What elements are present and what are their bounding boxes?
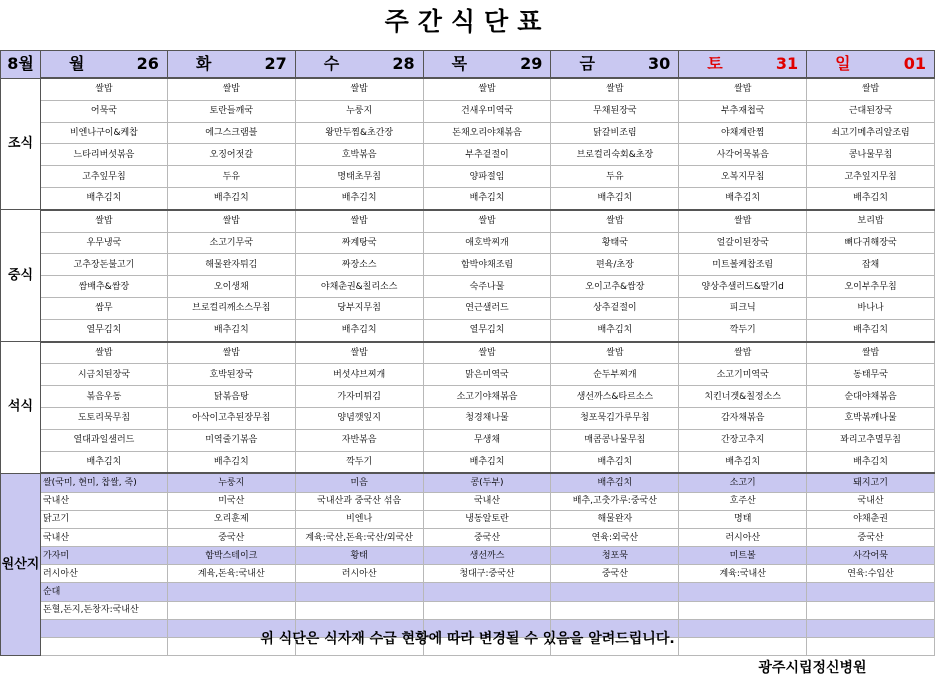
menu-item: 배추김치 xyxy=(167,187,295,209)
menu-item: 토란들깨국 xyxy=(167,100,295,122)
origin-cell: 미음 xyxy=(295,473,423,492)
menu-item: 피크닉 xyxy=(679,297,807,319)
menu-item: 쌀밥 xyxy=(423,210,551,232)
menu-item: 무채된장국 xyxy=(551,100,679,122)
menu-item: 에그스크램블 xyxy=(167,122,295,144)
day-header-content xyxy=(168,54,295,74)
origin-cell: 국내산 xyxy=(423,492,551,510)
origin-cell: 계육:국산,돈육:국산/외국산 xyxy=(295,528,423,546)
menu-item: 깍두기 xyxy=(679,319,807,341)
origin-cell: 중국산 xyxy=(167,528,295,546)
menu-item: 짜계탕국 xyxy=(295,232,423,254)
origin-cell: 국내산 xyxy=(807,492,935,510)
menu-item: 브로컬리숙회&초장 xyxy=(551,144,679,166)
origin-cell: 계육:국내산 xyxy=(679,565,807,583)
menu-row xyxy=(1,364,935,386)
origin-cell: 가자미 xyxy=(40,547,167,565)
menu-item: 근대된장국 xyxy=(807,100,935,122)
menu-item: 쌀밥 xyxy=(807,342,935,364)
day-header-content xyxy=(807,54,934,74)
day-header-content xyxy=(679,54,806,74)
menu-item: 미트볼케찹조림 xyxy=(679,254,807,276)
month-label: 8월 xyxy=(1,51,41,79)
origin-cell xyxy=(295,601,423,619)
menu-item: 배추김치 xyxy=(295,187,423,209)
menu-item: 아삭이고추된장무침 xyxy=(167,407,295,429)
menu-item: 짜장소스 xyxy=(295,254,423,276)
menu-item: 브로컬리깨소스무침 xyxy=(167,297,295,319)
menu-item: 쌀밥 xyxy=(679,210,807,232)
menu-item: 쌈무 xyxy=(40,297,167,319)
menu-row xyxy=(1,451,935,473)
origin-cell xyxy=(423,583,551,601)
menu-item: 뼈다귀해장국 xyxy=(807,232,935,254)
menu-item: 쌀밥 xyxy=(295,210,423,232)
origin-cell: 중국산 xyxy=(423,528,551,546)
day-header-content xyxy=(296,54,423,74)
menu-item: 고추잎지무침 xyxy=(807,166,935,188)
menu-item: 꽈리고추멸무침 xyxy=(807,429,935,451)
menu-item: 양념깻잎지 xyxy=(295,407,423,429)
day-header-4 xyxy=(423,51,551,79)
menu-row xyxy=(1,210,935,232)
page-title: 주간식단표 xyxy=(384,7,551,36)
menu-item: 배추김치 xyxy=(679,451,807,473)
origin-cell: 돼지고기 xyxy=(807,473,935,492)
menu-item: 쌀밥 xyxy=(423,342,551,364)
origin-cell xyxy=(679,601,807,619)
menu-item: 두유 xyxy=(551,166,679,188)
menu-row xyxy=(1,187,935,209)
menu-item: 고추장돈불고기 xyxy=(40,254,167,276)
menu-item: 부추재첩국 xyxy=(679,100,807,122)
origin-cell: 돈혈,돈지,돈창자:국내산 xyxy=(40,601,167,619)
day-name: 금 xyxy=(579,54,595,73)
day-header-content xyxy=(41,54,167,74)
day-date: 28 xyxy=(392,54,415,73)
menu-item: 부추겉절이 xyxy=(423,144,551,166)
menu-item: 배추김치 xyxy=(551,187,679,209)
notice-text: 위 식단은 식자재 수급 현황에 따라 변경될 수 있음을 알려드립니다. xyxy=(260,631,675,647)
menu-item: 감자채볶음 xyxy=(679,407,807,429)
menu-item: 느타리버섯볶음 xyxy=(40,144,167,166)
menu-row xyxy=(1,407,935,429)
menu-item: 배추김치 xyxy=(551,319,679,341)
menu-item: 누룽지 xyxy=(295,100,423,122)
menu-item: 쇠고기메추리알조림 xyxy=(807,122,935,144)
origin-cell: 누룽지 xyxy=(167,473,295,492)
menu-item: 깍두기 xyxy=(295,451,423,473)
origin-cell: 콩(두부) xyxy=(423,473,551,492)
day-name: 토 xyxy=(707,54,723,73)
menu-item: 치킨너겟&칠정소스 xyxy=(679,386,807,408)
origin-cell: 계육,돈육:국내산 xyxy=(167,565,295,583)
origin-cell: 함박스테이크 xyxy=(167,547,295,565)
origin-cell xyxy=(551,601,679,619)
day-date: 26 xyxy=(136,54,159,73)
origin-cell: 소고기 xyxy=(679,473,807,492)
menu-item: 쌀밥 xyxy=(679,78,807,100)
menu-item: 오복지무침 xyxy=(679,166,807,188)
menu-item: 쌀밥 xyxy=(807,78,935,100)
origin-cell xyxy=(807,583,935,601)
origin-cell: 호주산 xyxy=(679,492,807,510)
menu-item: 사각어묵볶음 xyxy=(679,144,807,166)
menu-item: 얼갈이된장국 xyxy=(679,232,807,254)
menu-item: 순두부찌개 xyxy=(551,364,679,386)
menu-item: 시금치된장국 xyxy=(40,364,167,386)
origin-cell: 사각어묵 xyxy=(807,547,935,565)
menu-item: 황태국 xyxy=(551,232,679,254)
menu-item: 소고기미역국 xyxy=(679,364,807,386)
menu-item: 소고기야채볶음 xyxy=(423,386,551,408)
menu-item: 버섯샤브찌개 xyxy=(295,364,423,386)
menu-item: 두유 xyxy=(167,166,295,188)
menu-item: 배추김치 xyxy=(551,451,679,473)
menu-item: 매콤콩나물무침 xyxy=(551,429,679,451)
origin-cell xyxy=(295,583,423,601)
menu-item: 호박된장국 xyxy=(167,364,295,386)
menu-item: 쌀밥 xyxy=(167,78,295,100)
menu-item: 콩나물무침 xyxy=(807,144,935,166)
menu-item: 쌀밥 xyxy=(679,342,807,364)
day-date: 30 xyxy=(648,54,671,73)
origin-cell: 러시아산 xyxy=(295,565,423,583)
origin-cell: 황태 xyxy=(295,547,423,565)
menu-row xyxy=(1,276,935,298)
menu-row xyxy=(1,297,935,319)
menu-item: 호박볶깨나물 xyxy=(807,407,935,429)
origin-row xyxy=(1,547,935,565)
day-header-1 xyxy=(40,51,167,79)
day-header-3 xyxy=(295,51,423,79)
origin-cell: 순대 xyxy=(40,583,167,601)
origin-row xyxy=(1,473,935,492)
menu-row xyxy=(1,100,935,122)
menu-item: 도토리묵무침 xyxy=(40,407,167,429)
menu-item: 청경채나물 xyxy=(423,407,551,429)
origin-cell xyxy=(423,601,551,619)
menu-item: 가자미튀김 xyxy=(295,386,423,408)
menu-item: 쌀밥 xyxy=(423,78,551,100)
menu-item: 순대야채볶음 xyxy=(807,386,935,408)
origin-cell: 국내산과 중국산 섞음 xyxy=(295,492,423,510)
origin-row xyxy=(1,528,935,546)
menu-item: 배추김치 xyxy=(40,187,167,209)
menu-item: 오이생채 xyxy=(167,276,295,298)
origin-cell xyxy=(167,583,295,601)
menu-item: 청포묵김가루무침 xyxy=(551,407,679,429)
menu-item: 당부지무침 xyxy=(295,297,423,319)
day-date: 27 xyxy=(264,54,287,73)
origin-cell: 냉동알토란 xyxy=(423,510,551,528)
day-name: 화 xyxy=(195,54,212,73)
origin-cell: 청대구:중국산 xyxy=(423,565,551,583)
menu-item: 배추김치 xyxy=(167,319,295,341)
menu-item: 편육/초장 xyxy=(551,254,679,276)
menu-item: 돈채오리야채볶음 xyxy=(423,122,551,144)
day-header-2 xyxy=(167,51,295,79)
menu-row xyxy=(1,144,935,166)
menu-item: 배추김치 xyxy=(423,187,551,209)
menu-item: 쌀밥 xyxy=(295,78,423,100)
meal-label: 석식 xyxy=(1,342,41,474)
origin-cell: 러시아산 xyxy=(40,565,167,583)
menu-item: 열무김치 xyxy=(423,319,551,341)
origin-row xyxy=(1,565,935,583)
origin-row xyxy=(1,492,935,510)
menu-item: 양파절임 xyxy=(423,166,551,188)
menu-item: 야채계란찜 xyxy=(679,122,807,144)
origin-cell: 닭고기 xyxy=(40,510,167,528)
menu-item: 쌀밥 xyxy=(40,342,167,364)
day-name: 월 xyxy=(68,54,85,73)
menu-item: 배추김치 xyxy=(40,451,167,473)
day-date: 29 xyxy=(520,54,543,73)
menu-item: 동태무국 xyxy=(807,364,935,386)
menu-item: 왕만두찜&초간장 xyxy=(295,122,423,144)
origin-row xyxy=(1,583,935,601)
menu-item: 우무냉국 xyxy=(40,232,167,254)
day-date: 31 xyxy=(775,54,799,73)
origin-cell: 쌀(국미, 현미, 찹쌀, 죽) xyxy=(40,473,167,492)
origin-cell: 청포묵 xyxy=(551,547,679,565)
day-name: 일 xyxy=(835,54,851,73)
origin-cell: 중국산 xyxy=(551,565,679,583)
menu-item: 자반볶음 xyxy=(295,429,423,451)
menu-item: 잡채 xyxy=(807,254,935,276)
menu-item: 쌀밥 xyxy=(551,78,679,100)
menu-item: 배추김치 xyxy=(807,187,935,209)
menu-item: 오이부추무침 xyxy=(807,276,935,298)
menu-item: 어묵국 xyxy=(40,100,167,122)
menu-item: 배추김치 xyxy=(807,451,935,473)
origin-cell: 국내산 xyxy=(40,492,167,510)
origin-cell: 미트볼 xyxy=(679,547,807,565)
menu-item: 보리밥 xyxy=(807,210,935,232)
day-header-6 xyxy=(679,51,807,79)
menu-item: 열무김치 xyxy=(40,319,167,341)
origin-cell: 중국산 xyxy=(807,528,935,546)
origin-cell: 생선까스 xyxy=(423,547,551,565)
menu-item: 바나나 xyxy=(807,297,935,319)
menu-item: 쌈배추&쌈장 xyxy=(40,276,167,298)
day-header-content xyxy=(424,54,551,74)
menu-item: 오징어젓갈 xyxy=(167,144,295,166)
menu-row xyxy=(1,232,935,254)
menu-item: 연근샐러드 xyxy=(423,297,551,319)
meal-label: 조식 xyxy=(1,78,41,210)
origin-cell: 연육:외국산 xyxy=(551,528,679,546)
menu-item: 함박야채조림 xyxy=(423,254,551,276)
menu-item: 쌀밥 xyxy=(167,210,295,232)
origin-cell: 배추,고춧가루:중국산 xyxy=(551,492,679,510)
menu-item: 배추김치 xyxy=(295,319,423,341)
weekly-menu-table xyxy=(0,50,935,656)
origin-cell: 해물완자 xyxy=(551,510,679,528)
menu-item: 맑은미역국 xyxy=(423,364,551,386)
menu-item: 쌀밥 xyxy=(40,210,167,232)
menu-item: 애호박찌개 xyxy=(423,232,551,254)
origin-label: 원산지 xyxy=(1,473,41,655)
menu-item: 호박볶음 xyxy=(295,144,423,166)
menu-item: 명태초무침 xyxy=(295,166,423,188)
origin-cell xyxy=(679,583,807,601)
origin-cell xyxy=(167,601,295,619)
menu-item: 건새우미역국 xyxy=(423,100,551,122)
menu-item: 열대과일샐러드 xyxy=(40,429,167,451)
day-name: 목 xyxy=(451,54,468,73)
origin-cell: 비엔나 xyxy=(295,510,423,528)
menu-item: 배추김치 xyxy=(807,319,935,341)
origin-cell: 야채춘권 xyxy=(807,510,935,528)
origin-cell: 미국산 xyxy=(167,492,295,510)
origin-cell: 러시아산 xyxy=(679,528,807,546)
menu-item: 닭갈비조림 xyxy=(551,122,679,144)
day-name: 수 xyxy=(323,54,340,73)
origin-row xyxy=(1,510,935,528)
menu-item: 배추김치 xyxy=(423,451,551,473)
menu-row xyxy=(1,254,935,276)
menu-item: 쌀밥 xyxy=(551,210,679,232)
hospital-name: 광주시립정신병원 xyxy=(758,660,867,676)
meal-label: 중식 xyxy=(1,210,41,342)
menu-item: 닭볶음탕 xyxy=(167,386,295,408)
day-header-5 xyxy=(551,51,679,79)
day-header-row xyxy=(1,51,935,79)
day-date: 01 xyxy=(903,54,926,73)
menu-item: 배추김치 xyxy=(679,187,807,209)
origin-cell: 배추김치 xyxy=(551,473,679,492)
menu-item: 미역줄기볶음 xyxy=(167,429,295,451)
origin-cell: 국내산 xyxy=(40,528,167,546)
menu-row xyxy=(1,342,935,364)
day-header-content xyxy=(551,54,678,74)
menu-item: 오이고추&쌈장 xyxy=(551,276,679,298)
menu-row xyxy=(1,429,935,451)
menu-item: 비엔나구이&케찹 xyxy=(40,122,167,144)
origin-row xyxy=(1,601,935,619)
menu-row xyxy=(1,166,935,188)
menu-item: 간장고추지 xyxy=(679,429,807,451)
menu-row xyxy=(1,319,935,341)
menu-item: 야채춘권&칠리소스 xyxy=(295,276,423,298)
menu-item: 쌀밥 xyxy=(167,342,295,364)
menu-item: 쌀밥 xyxy=(295,342,423,364)
origin-cell: 명태 xyxy=(679,510,807,528)
origin-cell xyxy=(551,583,679,601)
menu-item: 고추잎무침 xyxy=(40,166,167,188)
menu-item: 양상추샐러드&딸기d xyxy=(679,276,807,298)
menu-item: 상추겉절이 xyxy=(551,297,679,319)
menu-item: 쌀밥 xyxy=(40,78,167,100)
menu-row xyxy=(1,386,935,408)
menu-item: 숙주나물 xyxy=(423,276,551,298)
menu-row xyxy=(1,78,935,100)
menu-item: 생선까스&타르소스 xyxy=(551,386,679,408)
menu-row xyxy=(1,122,935,144)
menu-item: 배추김치 xyxy=(167,451,295,473)
menu-item: 해물완자튀김 xyxy=(167,254,295,276)
origin-cell: 오리훈제 xyxy=(167,510,295,528)
menu-item: 무생채 xyxy=(423,429,551,451)
menu-item: 소고기무국 xyxy=(167,232,295,254)
day-header-7 xyxy=(807,51,935,79)
origin-cell: 연육:수입산 xyxy=(807,565,935,583)
origin-cell xyxy=(807,601,935,619)
menu-item: 볶음우동 xyxy=(40,386,167,408)
menu-item: 쌀밥 xyxy=(551,342,679,364)
